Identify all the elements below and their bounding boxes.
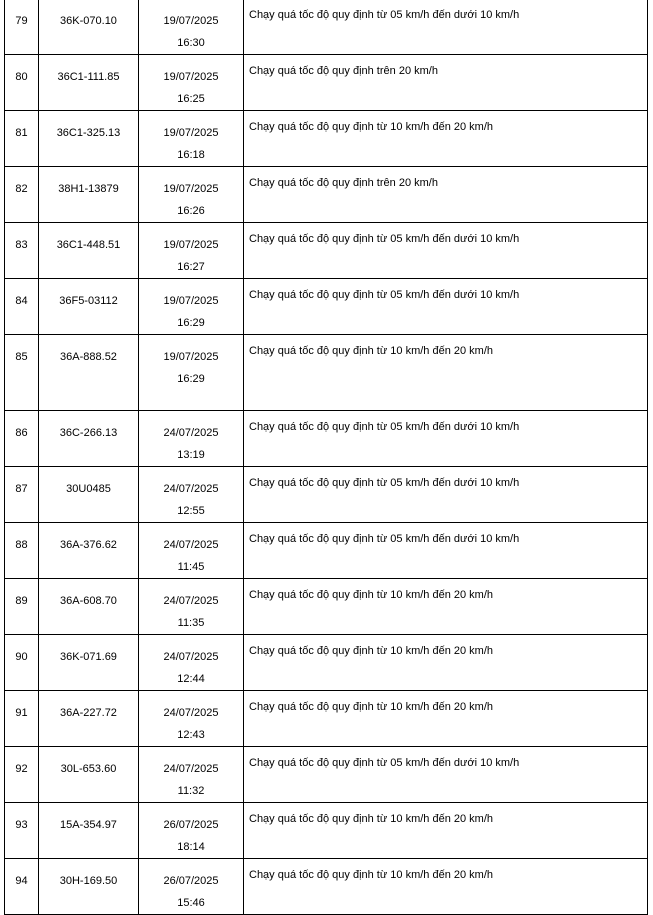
plate-cell: 36K-070.10 — [39, 0, 139, 55]
table-row — [5, 111, 648, 167]
table-row — [5, 411, 648, 467]
plate-cell: 36C1-325.13 — [39, 111, 139, 167]
stt-cell: 86 — [5, 411, 39, 467]
time-text: 16:29 — [177, 373, 205, 385]
time-text: 16:26 — [177, 205, 205, 217]
date-text: 24/07/2025 — [163, 651, 219, 663]
table-row — [5, 279, 648, 335]
time-text: 11:45 — [177, 561, 205, 573]
plate-cell: 36A-608.70 — [39, 579, 139, 635]
violation-cell: Chạy quá tốc độ quy định từ 05 km/h đến dưới 10 km/h — [244, 467, 648, 523]
stt-cell: 85 — [5, 335, 39, 411]
table-row — [5, 467, 648, 523]
datetime-cell — [139, 747, 244, 803]
plate-cell: 36A-376.62 — [39, 523, 139, 579]
stt-cell: 84 — [5, 279, 39, 335]
date-text: 19/07/2025 — [163, 127, 219, 139]
date-text: 19/07/2025 — [163, 295, 219, 307]
date-text: 26/07/2025 — [163, 875, 219, 887]
date-text: 19/07/2025 — [163, 15, 219, 27]
stt-cell: 87 — [5, 467, 39, 523]
date-text: 26/07/2025 — [163, 819, 219, 831]
violation-cell: Chạy quá tốc độ quy định từ 10 km/h đến 20 km/h — [244, 335, 648, 411]
plate-cell: 36C-266.13 — [39, 411, 139, 467]
violation-cell: Chạy quá tốc độ quy định từ 10 km/h đến 20 km/h — [244, 579, 648, 635]
time-text: 16:25 — [177, 93, 205, 105]
time-text: 12:55 — [177, 505, 205, 517]
violation-cell: Chạy quá tốc độ quy định từ 05 km/h đến dưới 10 km/h — [244, 523, 648, 579]
datetime-cell — [139, 467, 244, 523]
time-text: 16:18 — [177, 149, 205, 161]
violation-cell: Chạy quá tốc độ quy định từ 05 km/h đến dưới 10 km/h — [244, 279, 648, 335]
table-row — [5, 167, 648, 223]
violation-cell: Chạy quá tốc độ quy định từ 05 km/h đến dưới 10 km/h — [244, 747, 648, 803]
table-row — [5, 523, 648, 579]
time-text: 16:29 — [177, 317, 205, 329]
violation-cell: Chạy quá tốc độ quy định trên 20 km/h — [244, 55, 648, 111]
datetime-cell — [139, 335, 244, 411]
date-text: 19/07/2025 — [163, 71, 219, 83]
time-text: 16:27 — [177, 261, 205, 273]
stt-cell: 92 — [5, 747, 39, 803]
plate-cell: 36C1-448.51 — [39, 223, 139, 279]
table-row — [5, 635, 648, 691]
violation-cell: Chạy quá tốc độ quy định từ 10 km/h đến 20 km/h — [244, 691, 648, 747]
plate-cell: 30H-169.50 — [39, 859, 139, 915]
datetime-cell — [139, 859, 244, 915]
stt-cell: 83 — [5, 223, 39, 279]
stt-cell: 81 — [5, 111, 39, 167]
violation-cell: Chạy quá tốc độ quy định từ 05 km/h đến dưới 10 km/h — [244, 223, 648, 279]
table-row — [5, 803, 648, 859]
table-row — [5, 859, 648, 915]
date-text: 24/07/2025 — [163, 483, 219, 495]
datetime-cell — [139, 279, 244, 335]
date-text: 24/07/2025 — [163, 427, 219, 439]
datetime-cell — [139, 55, 244, 111]
stt-cell: 90 — [5, 635, 39, 691]
plate-cell: 36C1-111.85 — [39, 55, 139, 111]
datetime-cell — [139, 691, 244, 747]
date-text: 19/07/2025 — [163, 239, 219, 251]
datetime-cell — [139, 635, 244, 691]
datetime-cell — [139, 0, 244, 55]
table-row — [5, 223, 648, 279]
plate-cell: 30L-653.60 — [39, 747, 139, 803]
table-row — [5, 691, 648, 747]
date-text: 24/07/2025 — [163, 763, 219, 775]
violation-cell: Chạy quá tốc độ quy định từ 10 km/h đến 20 km/h — [244, 803, 648, 859]
time-text: 18:14 — [177, 841, 205, 853]
datetime-cell — [139, 523, 244, 579]
datetime-cell — [139, 411, 244, 467]
datetime-cell — [139, 111, 244, 167]
plate-cell: 36A-227.72 — [39, 691, 139, 747]
date-text: 19/07/2025 — [163, 351, 219, 363]
stt-cell: 94 — [5, 859, 39, 915]
stt-cell: 93 — [5, 803, 39, 859]
time-text: 11:32 — [177, 785, 205, 797]
violation-cell: Chạy quá tốc độ quy định trên 20 km/h — [244, 167, 648, 223]
violation-cell: Chạy quá tốc độ quy định từ 05 km/h đến dưới 10 km/h — [244, 0, 648, 55]
violation-cell: Chạy quá tốc độ quy định từ 10 km/h đến 20 km/h — [244, 859, 648, 915]
table-row — [5, 55, 648, 111]
plate-cell: 36F5-03112 — [39, 279, 139, 335]
stt-cell: 91 — [5, 691, 39, 747]
datetime-cell — [139, 803, 244, 859]
time-text: 11:35 — [177, 617, 205, 629]
stt-cell: 89 — [5, 579, 39, 635]
violation-cell: Chạy quá tốc độ quy định từ 10 km/h đến 20 km/h — [244, 635, 648, 691]
stt-cell: 80 — [5, 55, 39, 111]
plate-cell: 30U0485 — [39, 467, 139, 523]
violations-table-body — [5, 0, 648, 915]
violation-cell: Chạy quá tốc độ quy định từ 10 km/h đến 20 km/h — [244, 111, 648, 167]
stt-cell: 79 — [5, 0, 39, 55]
datetime-cell — [139, 167, 244, 223]
datetime-cell — [139, 223, 244, 279]
time-text: 12:44 — [177, 673, 205, 685]
time-text: 12:43 — [177, 729, 205, 741]
table-row — [5, 0, 648, 55]
plate-cell: 36K-071.69 — [39, 635, 139, 691]
stt-cell: 82 — [5, 167, 39, 223]
violation-cell: Chạy quá tốc độ quy định từ 05 km/h đến dưới 10 km/h — [244, 411, 648, 467]
time-text: 13:19 — [177, 449, 205, 461]
time-text: 16:30 — [177, 37, 205, 49]
table-row — [5, 579, 648, 635]
stt-cell: 88 — [5, 523, 39, 579]
table-row — [5, 335, 648, 411]
date-text: 24/07/2025 — [163, 707, 219, 719]
plate-cell: 15A-354.97 — [39, 803, 139, 859]
datetime-cell — [139, 579, 244, 635]
date-text: 24/07/2025 — [163, 595, 219, 607]
plate-cell: 38H1-13879 — [39, 167, 139, 223]
date-text: 19/07/2025 — [163, 183, 219, 195]
time-text: 15:46 — [177, 897, 205, 909]
table-row — [5, 747, 648, 803]
plate-cell: 36A-888.52 — [39, 335, 139, 411]
date-text: 24/07/2025 — [163, 539, 219, 551]
violations-table — [4, 0, 648, 915]
